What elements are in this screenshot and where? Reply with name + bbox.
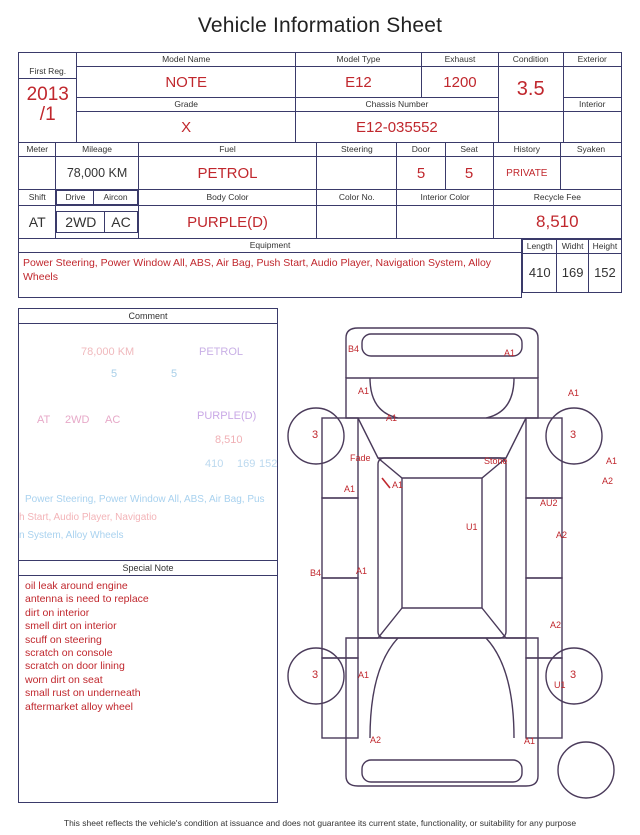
steering-value bbox=[317, 157, 397, 190]
fuel-value: PETROL bbox=[138, 157, 317, 190]
first-reg-cell bbox=[19, 53, 77, 143]
damage-label: A1 bbox=[358, 386, 370, 396]
ghost-line-0: 78,000 KM bbox=[81, 346, 135, 358]
aircon-value: AC bbox=[105, 212, 137, 233]
interior-color-value bbox=[397, 206, 493, 239]
seat-label: Seat bbox=[445, 143, 493, 157]
chassis-label: Chassis Number bbox=[295, 98, 498, 112]
damage-label: A1 bbox=[568, 388, 580, 398]
comment-ghost-text bbox=[19, 324, 277, 560]
damage-label: A2 bbox=[370, 735, 382, 745]
model-type-value: E12 bbox=[295, 67, 421, 98]
grade-label: Grade bbox=[77, 98, 295, 112]
ghost-line-9: 410 bbox=[205, 458, 224, 470]
ghost-line-11: 152 bbox=[259, 458, 277, 470]
ghost-line-14: n System, Alloy Wheels bbox=[19, 530, 124, 541]
ghost-line-2: 5 bbox=[111, 368, 118, 380]
wheel-grade: 3 bbox=[570, 429, 577, 441]
comment-box bbox=[18, 308, 278, 803]
condition-label: Condition bbox=[498, 53, 563, 67]
top-info-table bbox=[18, 52, 622, 143]
damage-label: A2 bbox=[550, 620, 562, 630]
model-type-label: Model Type bbox=[295, 53, 421, 67]
special-note-item: small rust on underneath bbox=[25, 687, 141, 700]
width-label: Widht bbox=[557, 239, 588, 253]
special-note-header: Special Note bbox=[19, 560, 277, 576]
first-reg-label: First Reg. bbox=[29, 65, 67, 76]
damage-label: B4 bbox=[348, 344, 360, 354]
steering-label: Steering bbox=[317, 143, 397, 157]
equipment-text: Power Steering, Power Window All, ABS, Air Bag, Push Start, Audio Player, Navigation System, Alloy Wheels bbox=[23, 257, 492, 283]
grade-value: X bbox=[77, 112, 295, 143]
model-name-value: NOTE bbox=[77, 67, 295, 98]
comment-header: Comment bbox=[19, 309, 277, 324]
door-label: Door bbox=[397, 143, 445, 157]
fuel-label: Fuel bbox=[138, 143, 317, 157]
damage-label: AU2 bbox=[540, 498, 558, 508]
special-note-item: aftermarket alloy wheel bbox=[25, 700, 133, 713]
history-value: PRIVATE bbox=[493, 157, 560, 190]
damage-label: A1 bbox=[356, 566, 368, 576]
special-note-item: antenna is need to replace bbox=[25, 593, 149, 606]
special-note-item: dirt on interior bbox=[25, 606, 90, 619]
special-note-list bbox=[19, 576, 277, 718]
body-color-value: PURPLE(D) bbox=[138, 206, 317, 239]
exhaust-label: Exhaust bbox=[422, 53, 499, 67]
drive-value: 2WD bbox=[57, 212, 105, 233]
ghost-line-1: PETROL bbox=[199, 346, 244, 358]
body-color-label: Body Color bbox=[138, 190, 317, 206]
ghost-line-6: AC bbox=[105, 414, 121, 426]
damage-label: A1 bbox=[524, 736, 536, 746]
damage-label: A1 bbox=[358, 670, 370, 680]
meter-label: Meter bbox=[19, 143, 56, 157]
wheel-grade: 3 bbox=[312, 429, 319, 441]
mileage-label: Mileage bbox=[56, 143, 138, 157]
first-reg-year: 2013 bbox=[19, 78, 76, 105]
damage-label: U1 bbox=[466, 522, 478, 532]
syaken-label: Syaken bbox=[561, 143, 622, 157]
special-note-item: oil leak around engine bbox=[25, 580, 128, 592]
damage-label: U1 bbox=[554, 680, 566, 690]
special-note-item: smell dirt on interior bbox=[25, 620, 117, 633]
special-note-item: scuff on steering bbox=[25, 633, 102, 646]
damage-label: A2 bbox=[556, 530, 568, 540]
vehicle-diagram-svg bbox=[286, 308, 622, 803]
aircon-label: Aircon bbox=[94, 191, 137, 205]
damage-label: A1 bbox=[606, 456, 618, 466]
width-value: 169 bbox=[557, 253, 588, 292]
equipment-label: Equipment bbox=[19, 239, 521, 253]
length-label: Length bbox=[523, 239, 557, 253]
meter-value bbox=[19, 157, 56, 190]
first-reg-month: /1 bbox=[39, 103, 56, 125]
interior-color-label: Interior Color bbox=[397, 190, 493, 206]
ghost-line-8: 8,510 bbox=[215, 434, 243, 446]
height-value: 152 bbox=[588, 253, 621, 292]
page-title: Vehicle Information Sheet bbox=[197, 14, 443, 37]
special-note-item: worn dirt on seat bbox=[25, 673, 103, 686]
condition-spacer bbox=[498, 112, 563, 143]
color-no-value bbox=[317, 206, 397, 239]
footer-disclaimer: This sheet reflects the vehicle's condition at issuance and does not guarantee its current state, functionality, or suitability for any purpose bbox=[63, 818, 577, 828]
exterior-value bbox=[563, 67, 622, 98]
equipment-dimensions-table bbox=[18, 238, 622, 298]
meter-row-table bbox=[18, 142, 622, 239]
exterior-label: Exterior bbox=[563, 53, 622, 67]
history-label: History bbox=[493, 143, 560, 157]
condition-value: 3.5 bbox=[498, 67, 563, 112]
exhaust-value: 1200 bbox=[422, 67, 499, 98]
special-note-item: scratch on console bbox=[25, 647, 113, 660]
damage-label: A1 bbox=[386, 413, 398, 423]
mileage-value: 78,000 KM bbox=[56, 157, 138, 190]
ghost-line-7: PURPLE(D) bbox=[197, 410, 257, 422]
wheel-grade: 3 bbox=[312, 669, 319, 681]
ghost-line-13: h Start, Audio Player, Navigatio bbox=[19, 512, 157, 523]
shift-value: AT bbox=[19, 206, 56, 239]
damage-label: A1 bbox=[344, 484, 356, 494]
vehicle-damage-diagram bbox=[286, 308, 622, 803]
model-name-label: Model Name bbox=[77, 53, 295, 67]
interior-value bbox=[563, 112, 622, 143]
special-note-item: scratch on door lining bbox=[25, 660, 125, 673]
damage-label: A1 bbox=[392, 480, 404, 490]
recycle-fee-label: Recycle Fee bbox=[493, 190, 621, 206]
info-sheet bbox=[18, 52, 622, 298]
lower-area bbox=[18, 308, 622, 816]
damage-label: Stone bbox=[484, 456, 508, 466]
damage-label: Fade bbox=[350, 453, 371, 463]
drive-label: Drive bbox=[57, 191, 94, 205]
shift-label: Shift bbox=[19, 190, 56, 206]
chassis-value: E12-035552 bbox=[295, 112, 498, 143]
wheel-grade: 3 bbox=[570, 669, 577, 681]
seat-value: 5 bbox=[445, 157, 493, 190]
recycle-fee-value: 8,510 bbox=[493, 206, 621, 239]
ghost-line-3: 5 bbox=[171, 368, 178, 380]
color-no-label: Color No. bbox=[317, 190, 397, 206]
damage-label: A2 bbox=[602, 476, 614, 486]
damage-label: A1 bbox=[504, 348, 516, 358]
syaken-value bbox=[561, 157, 622, 190]
length-value: 410 bbox=[523, 253, 557, 292]
door-value: 5 bbox=[397, 157, 445, 190]
ghost-line-12: Power Steering, Power Window All, ABS, Air Bag, Pus bbox=[25, 494, 265, 505]
interior-label: Interior bbox=[563, 98, 622, 112]
damage-label: B4 bbox=[310, 568, 322, 578]
ghost-line-5: 2WD bbox=[65, 414, 90, 426]
ghost-line-4: AT bbox=[37, 414, 51, 426]
height-label: Height bbox=[588, 239, 621, 253]
ghost-line-10: 169 bbox=[237, 458, 256, 470]
